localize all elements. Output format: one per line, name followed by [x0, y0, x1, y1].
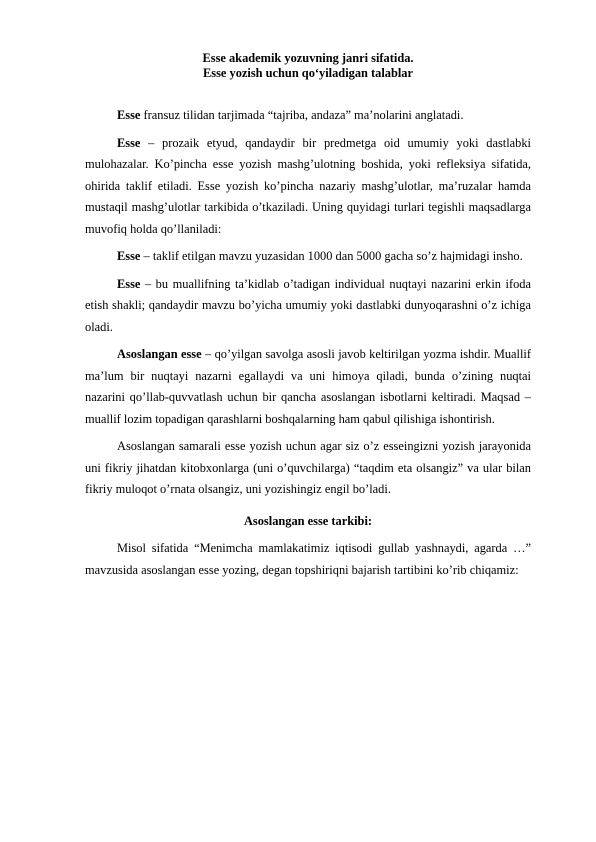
paragraph-samarali-esse: [85, 436, 531, 501]
paragraph-lead-term: Esse: [117, 108, 141, 122]
section-subheading: Asoslangan esse tarkibi:: [243, 513, 373, 528]
title-spacer: [85, 81, 531, 105]
paragraph-lead-term: Esse: [117, 249, 141, 263]
paragraph-text: Asoslangan samarali esse yozish uchun agar siz o’z esseingizni yozish jarayonida uni fikriy jihatdan kitobxonlarga (uni o’quvchilarga) “taqdim eta olsangiz” va ular bilan fikriy muloqot o’rnata olsangiz, uni yozishingiz engil bo’ladi.: [85, 439, 531, 496]
paragraph-definition: [85, 105, 531, 127]
paragraph-prozaik-etyud: [85, 133, 531, 241]
document-title-line-2: Esse yozish uchun qo‘yiladigan talablar: [203, 66, 413, 80]
paragraph-insho: [85, 246, 531, 268]
document-title-line-1: Esse akademik yozuvning janri sifatida.: [202, 51, 414, 65]
paragraph-text: – bu muallifning ta’kidlab o’tadigan individual nuqtayi nazarini erkin ifoda etish shakli; qandaydir mavzu bo’yicha umumiy yoki dastlabki dunyoqarashni o’z ichiga oladi.: [85, 276, 531, 334]
paragraph-lead-term: Esse: [117, 135, 141, 150]
paragraph-misol: Misol sifatida “Menimcha mamlakatimiz iqtisodi gullab yashnaydi, agarda …” mavzusida asoslangan esse yozing, degan topshiriqni bajarish tartibini ko’rib chiqamiz:: [85, 541, 531, 577]
paragraph-asoslangan-esse: [85, 344, 531, 430]
paragraph-erkin-ifoda: [85, 274, 531, 339]
paragraph-text: – taklif etilgan mavzu yuzasidan 1000 dan 5000 gacha so’z hajmidagi insho.: [140, 249, 523, 263]
paragraph-text: – prozaik etyud, qandaydir bir predmetga oid umumiy yoki dastlabki mulohazalar. Ko’pincha esse yozish mashg’ulotning boshida, yoki refleksiya sifatida, ohirida taklif etiladi. Esse yozish ko’pincha nazariy mashg’ulotlar, ma’ruzalar hamda mustaqil mashg’ulotlar tarkibida o’tkaziladi. Uning quyidagi turlari tegishli maqsadlarga muvofiq holda qo’llaniladi:: [85, 135, 531, 236]
paragraph-text: – qo’yilgan savolga asosli javob keltirilgan yozma ishdir. Muallif ma’lum bir nuqtayi nazarni egallaydi va uni himoya qiladi, bunda o’zining nuqtai nazarini qo’llab-quvvatlash uchun bir qancha asoslangan isbotlarni keltiradi. Maqsad – muallif lozim topadigan qarashlarni boshqalarning ham qabul qilishiga ishontirish.: [85, 347, 532, 426]
paragraph-lead-term: Asoslangan esse: [117, 347, 202, 361]
document-page: [85, 51, 531, 581]
paragraph-lead-term: Esse: [117, 276, 141, 291]
paragraph-text: fransuz tilidan tarjimada “tajriba, andaza” ma’nolarini anglatadi.: [140, 108, 464, 122]
